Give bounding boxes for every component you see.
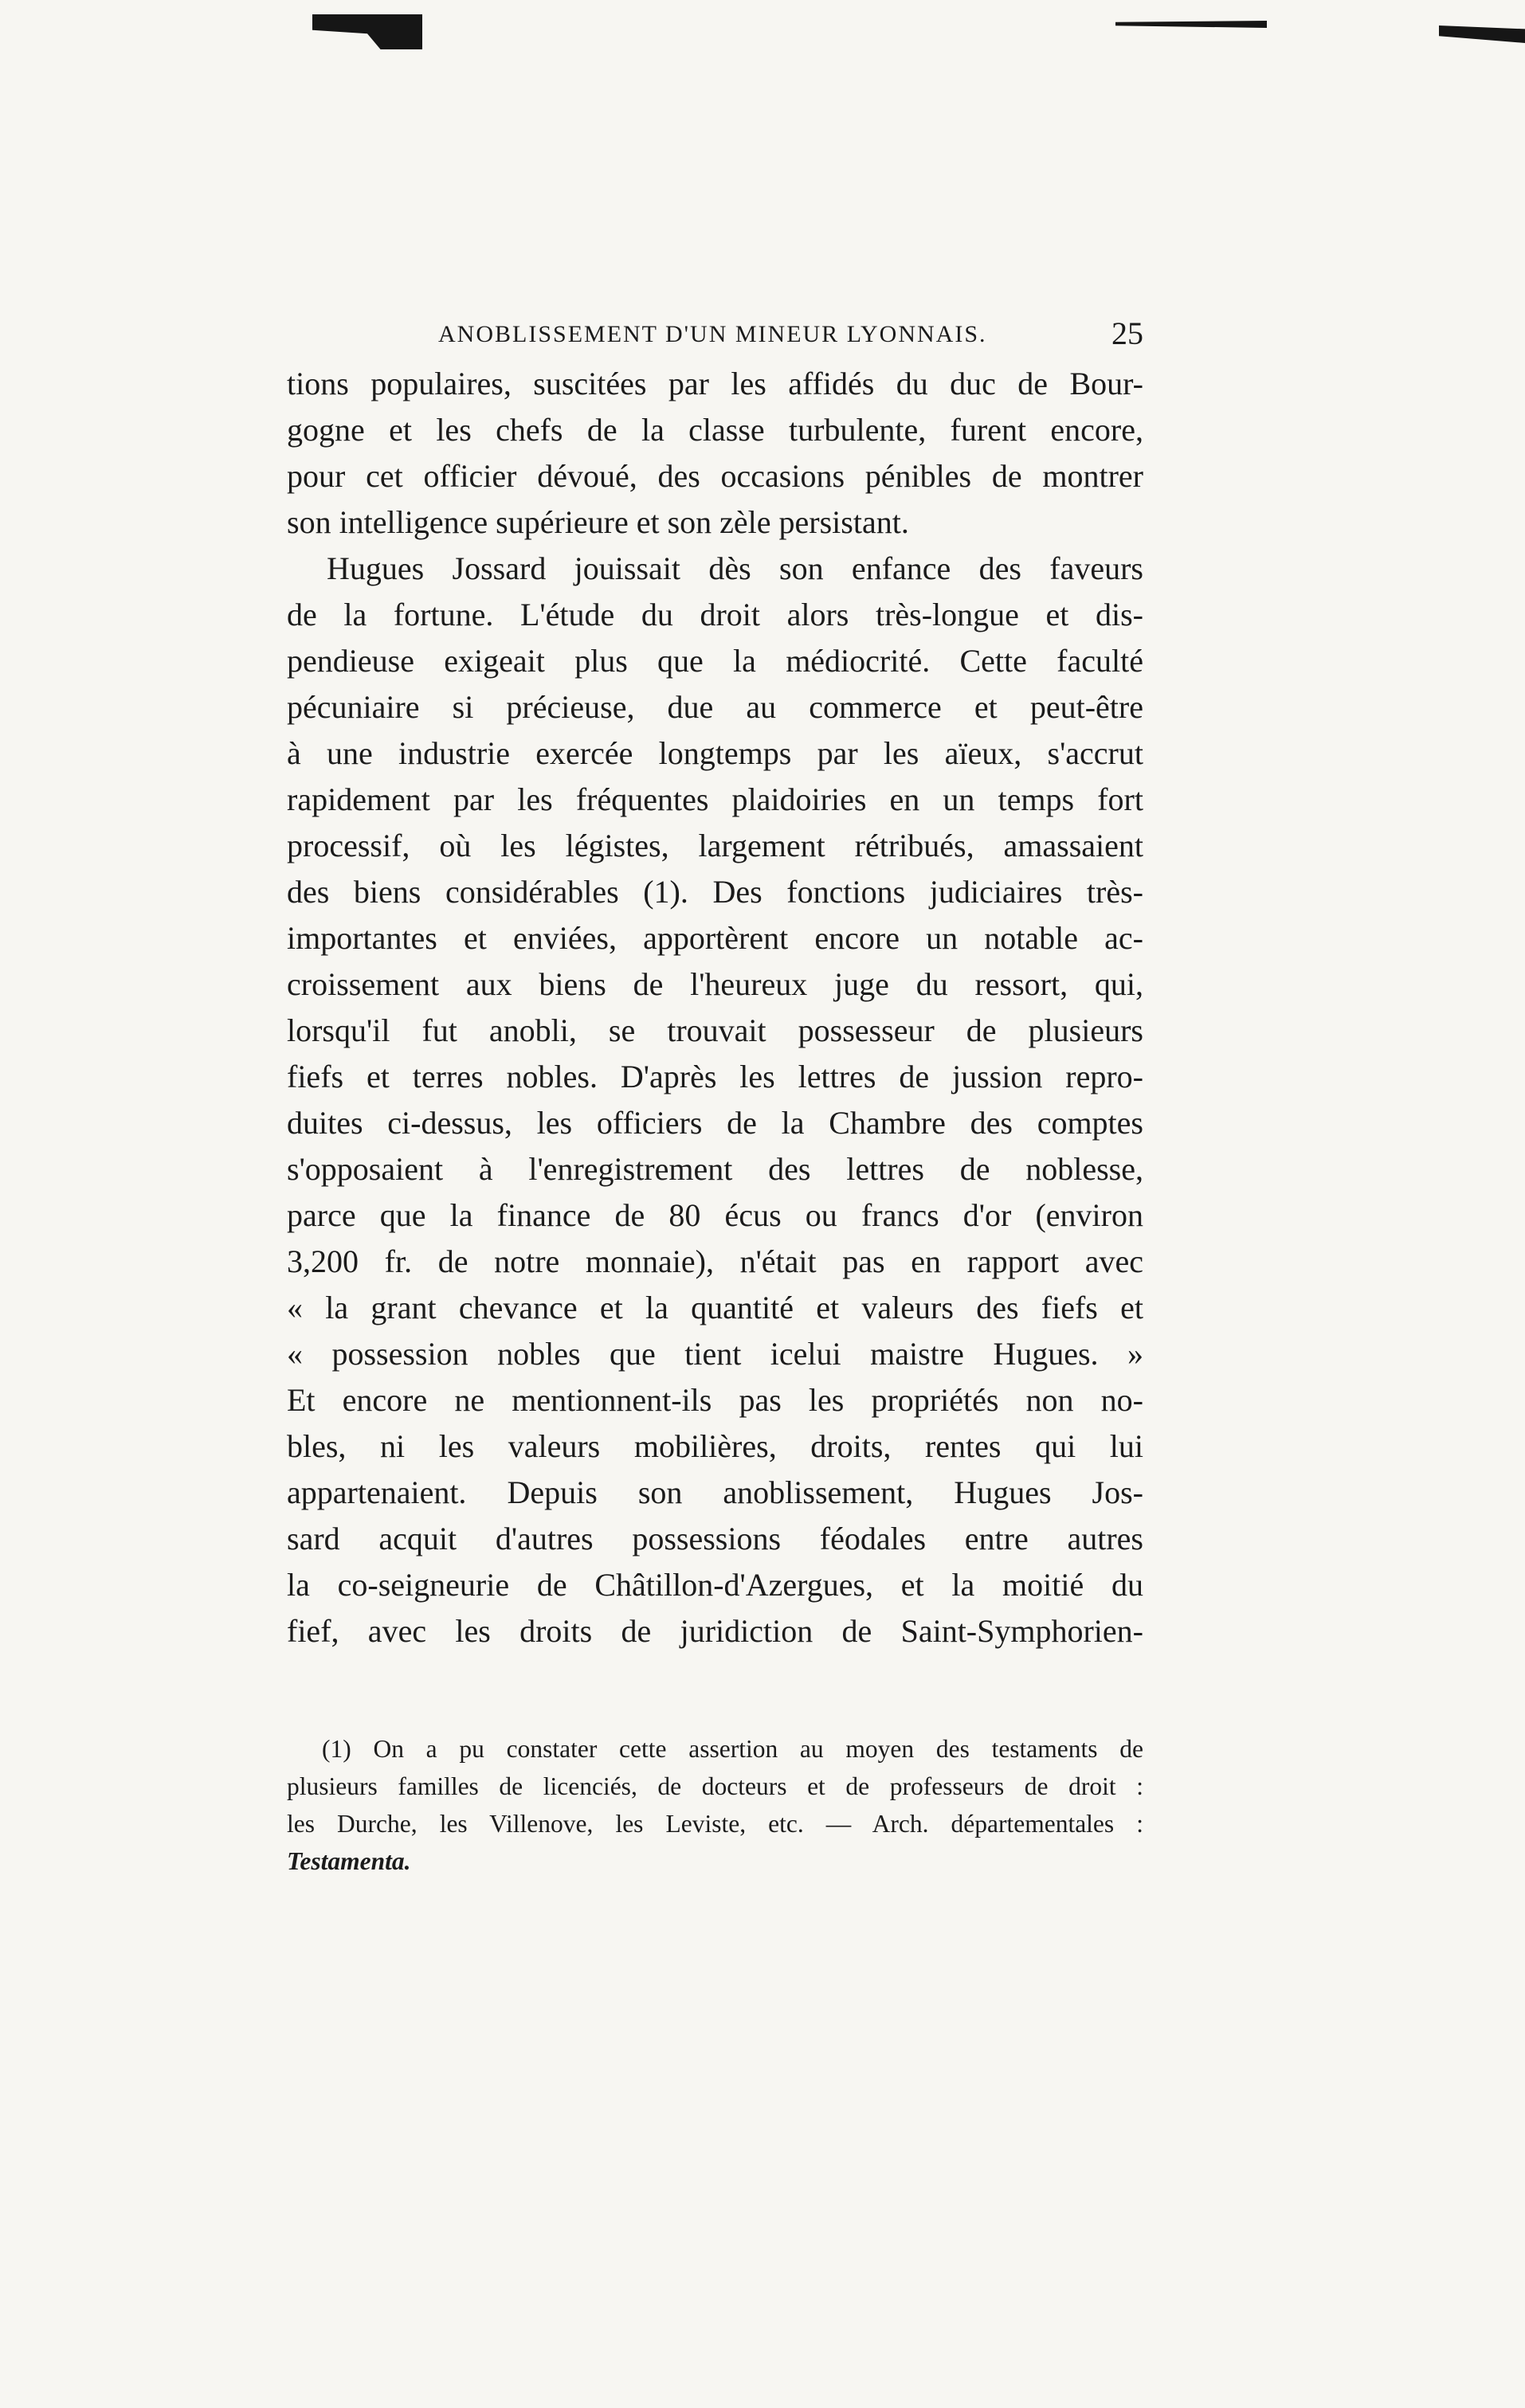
text-line: Hugues Jossard jouissait dès son enfance des faveurs [327, 550, 1143, 586]
footnote-line: Testamenta. [287, 1847, 411, 1875]
text-line: à une industrie exercée longtemps par les aïeux, s'accrut [287, 735, 1143, 771]
body-text [287, 361, 1143, 1654]
footnote-line: les Durche, les Villenove, les Leviste, etc. — Arch. départementales : [287, 1810, 1143, 1838]
text-line: de la fortune. L'étude du droit alors très-longue et dis- [287, 597, 1143, 632]
text-line: « possession nobles que tient icelui maistre Hugues. » [287, 1336, 1143, 1372]
text-line: 3,200 fr. de notre monnaie), n'était pas en rapport avec [287, 1243, 1143, 1279]
text-line: pécuniaire si précieuse, due au commerce et peut-être [287, 689, 1143, 725]
page-number: 25 [1111, 315, 1143, 351]
text-line: des biens considérables (1). Des fonctions judiciaires très- [287, 874, 1143, 910]
text-line: importantes et enviées, apportèrent encore un notable ac- [287, 920, 1143, 956]
text-line: Et encore ne mentionnent-ils pas les propriétés non no- [287, 1382, 1143, 1418]
text-line: s'opposaient à l'enregistrement des lettres de noblesse, [287, 1151, 1143, 1187]
text-line: « la grant chevance et la quantité et valeurs des fiefs et [287, 1290, 1143, 1325]
text-line: croissement aux biens de l'heureux juge du ressort, qui, [287, 966, 1143, 1002]
scan-artifact-middle [1115, 21, 1267, 28]
text-line: lorsqu'il fut anobli, se trouvait possesseur de plusieurs [287, 1012, 1143, 1048]
text-line: bles, ni les valeurs mobilières, droits, rentes qui lui [287, 1428, 1143, 1464]
text-line: tions populaires, suscitées par les affidés du duc de Bour- [287, 366, 1143, 401]
text-line: son intelligence supérieure et son zèle persistant. [287, 504, 909, 540]
text-line: gogne et les chefs de la classe turbulente, furent encore, [287, 412, 1143, 448]
text-line: processif, où les légistes, largement rétribués, amassaient [287, 828, 1143, 863]
text-line: pendieuse exigeait plus que la médiocrité. Cette faculté [287, 643, 1143, 679]
text-line: fief, avec les droits de juridiction de Saint-Symphorien- [287, 1613, 1143, 1649]
footnote-line: (1) On a pu constater cette assertion au moyen des testaments de [322, 1735, 1143, 1763]
running-title: ANOBLISSEMENT D'UN MINEUR LYONNAIS. [438, 321, 987, 347]
text-line: sard acquit d'autres possessions féodales entre autres [287, 1521, 1143, 1556]
footnote-line: plusieurs familles de licenciés, de docteurs et de professeurs de droit : [287, 1772, 1143, 1800]
text-line: la co-seigneurie de Châtillon-d'Azergues, et la moitié du [287, 1567, 1143, 1603]
scan-artifact-right [1439, 25, 1525, 43]
text-line: rapidement par les fréquentes plaidoiries en un temps fort [287, 781, 1143, 817]
text-line: fiefs et terres nobles. D'après les lettres de jussion repro- [287, 1059, 1143, 1094]
footnote [287, 1730, 1143, 1880]
text-line: duites ci-dessus, les officiers de la Chambre des comptes [287, 1105, 1143, 1141]
text-line: pour cet officier dévoué, des occasions pénibles de montrer [287, 458, 1143, 494]
text-line: appartenaient. Depuis son anoblissement, Hugues Jos- [287, 1474, 1143, 1510]
running-head [287, 315, 1143, 359]
book-page [287, 315, 1143, 1880]
scan-artifact-left [312, 14, 422, 49]
text-line: parce que la finance de 80 écus ou francs d'or (environ [287, 1197, 1143, 1233]
